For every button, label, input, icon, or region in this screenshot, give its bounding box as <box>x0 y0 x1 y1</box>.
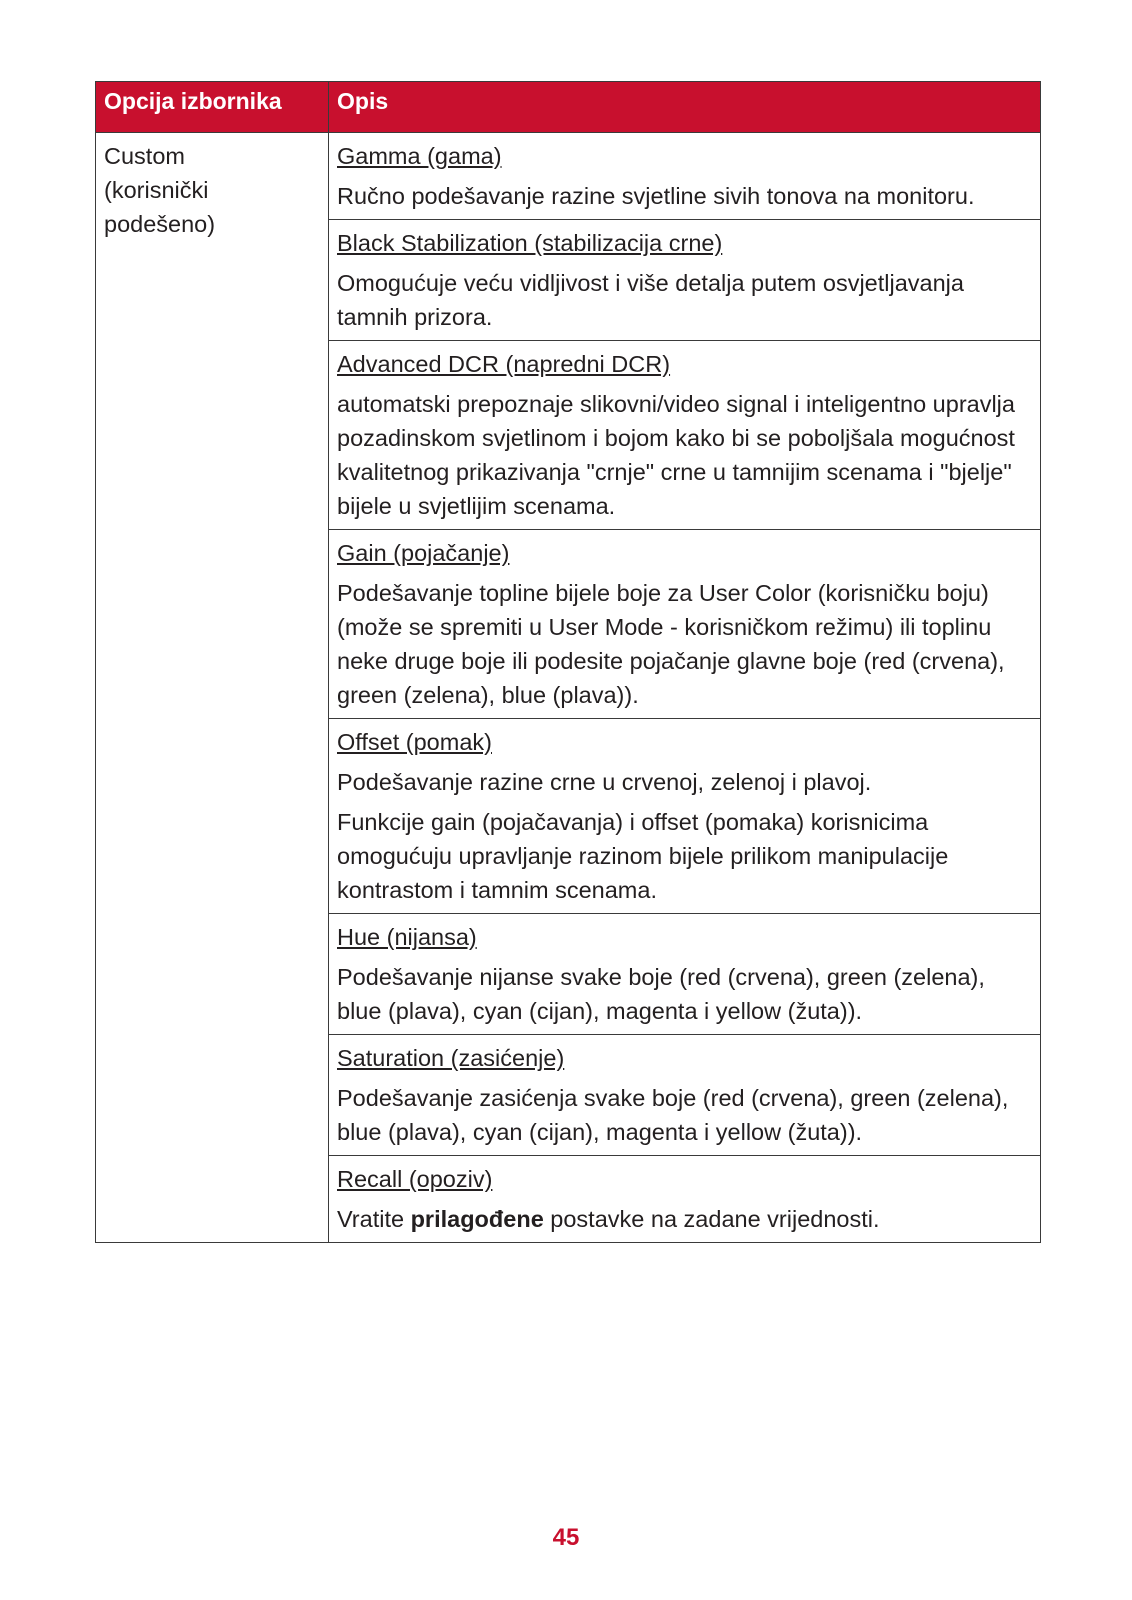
header-row <box>96 82 1041 133</box>
entry-title: Gamma (gama) <box>337 143 502 169</box>
entry-title: Recall (opoziv) <box>337 1166 493 1192</box>
entry-title: Hue (nijansa) <box>337 924 477 950</box>
table-body <box>96 133 1041 1243</box>
entry-recall <box>329 1156 1041 1243</box>
recall-text-before: Vratite <box>337 1206 411 1232</box>
entry-text: Ručno podešavanje razine svjetline sivih tonova na monitoru. <box>337 183 975 209</box>
entry-black-stabilization <box>329 220 1041 341</box>
entry-advanced-dcr <box>329 341 1041 530</box>
entry-hue <box>329 914 1041 1035</box>
entry-text: Omogućuje veću vidljivost i više detalja putem osvjetljavanja tamnih prizora. <box>337 270 964 330</box>
recall-text-after: postavke na zadane vrijednosti. <box>543 1206 880 1232</box>
entry-text: automatski prepoznaje slikovni/video signal i inteligentno upravlja pozadinskom svjetlinom i bojom kako bi se poboljšala mogućnost kvalitetnog prikazivanja "crnje" crne u tamnijim scenama i "bjelje" bijele u svjetlijim scenama. <box>337 391 1015 519</box>
entry-saturation <box>329 1035 1041 1156</box>
entry-offset <box>329 719 1041 914</box>
table-row <box>96 133 1041 220</box>
page-number: 45 <box>552 1524 580 1551</box>
entry-title: Black Stabilization (stabilizacija crne) <box>337 230 723 256</box>
entry-text: Podešavanje razine crne u crvenoj, zelenoj i plavoj. <box>337 769 872 795</box>
entry-title: Gain (pojačanje) <box>337 540 510 566</box>
recall-text-bold: prilagođene <box>410 1206 544 1232</box>
menu-options-table <box>95 81 1041 1243</box>
entry-title: Offset (pomak) <box>337 729 492 755</box>
header-option: Opcija izbornika <box>96 82 329 133</box>
entry-gamma <box>329 133 1041 220</box>
option-label-cell: Custom (korisnički podešeno) <box>96 133 329 1243</box>
entry-text: Podešavanje nijanse svake boje (red (crvena), green (zelena), blue (plava), cyan (cijan), magenta i yellow (žuta)). <box>337 964 985 1024</box>
entry-text: Podešavanje zasićenja svake boje (red (crvena), green (zelena), blue (plava), cyan (cijan), magenta i yellow (žuta)). <box>337 1085 1009 1145</box>
table-header <box>96 82 1041 133</box>
header-description: Opis <box>329 82 1041 133</box>
entry-title: Saturation (zasićenje) <box>337 1045 565 1071</box>
entry-gain <box>329 530 1041 719</box>
entry-title: Advanced DCR (napredni DCR) <box>337 351 671 377</box>
entry-text-secondary: Funkcije gain (pojačavanja) i offset (pomaka) korisnicima omogućuju upravljanje razinom bijele prilikom manipulacije kontrastom i tamnim scenama. <box>337 809 949 903</box>
entry-text: Podešavanje topline bijele boje za User Color (korisničku boju) (može se spremiti u User Mode - korisničkom režimu) ili toplinu neke druge boje ili podesite pojačanje glavne boje (red (crvena), green (zelena), blue (plava)). <box>337 580 1005 708</box>
entry-text <box>337 1202 1032 1236</box>
